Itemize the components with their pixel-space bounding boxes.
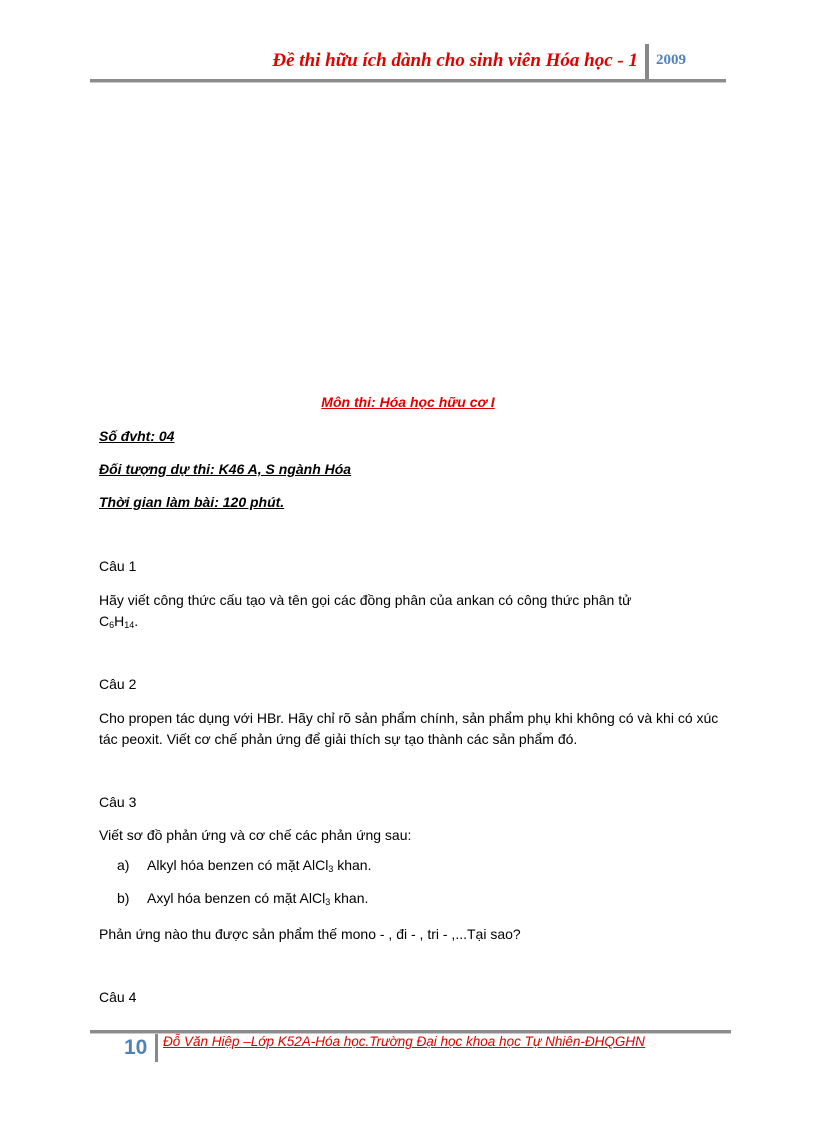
footer-separator — [155, 1034, 158, 1062]
question-3-title: Câu 3 — [99, 794, 137, 810]
question-3-item-b: b) Axyl hóa benzen có mặt AlCl$_3$ khan. — [117, 890, 369, 907]
question-1-title: Câu 1 — [99, 558, 137, 574]
question-3-intro: Viết sơ đồ phản ứng và cơ chế các phản ứng sau: — [99, 827, 412, 843]
footer-text: Đỗ Văn Hiệp –Lớp K52A-Hóa học.Trường Đại học khoa học Tự Nhiên-ĐHQGHN — [163, 1034, 645, 1049]
header-separator — [645, 44, 649, 82]
header-title: Đề thi hữu ích dành cho sinh viên Hóa học - 1 — [272, 50, 638, 71]
header-rule — [90, 79, 726, 83]
exam-credits: Số đvht: 04 — [99, 428, 175, 444]
question-2-text: Cho propen tác dụng với HBr. Hãy chỉ rõ sản phẩm chính, sản phẩm phụ khi không có và khi có xúc tác peoxit. Viết cơ chế phản ứng để giải thích sự tạo thành các sản phẩm đó. — [99, 710, 719, 747]
question-1-text — [99, 590, 719, 632]
page-number: 10 — [124, 1036, 148, 1059]
exam-subject: Môn thi: Hóa học hữu cơ I — [321, 394, 495, 410]
question-3-outro: Phản ứng nào thu được sản phẩm thế mono - , đi - , tri - ,...Tại sao? — [99, 926, 521, 942]
header-year: 2009 — [656, 52, 686, 68]
question-1-formula: $C_6H_{14}$. — [99, 613, 139, 630]
exam-duration: Thời gian làm bài: 120 phút. — [99, 494, 285, 510]
question-1-body: Hãy viết công thức cấu tạo và tên gọi các đồng phân của ankan có công thức phân tử — [99, 592, 632, 608]
question-2-title: Câu 2 — [99, 676, 137, 692]
question-4-title: Câu 4 — [99, 989, 137, 1005]
question-3-item-a: a) Alkyl hóa benzen có mặt AlCl$_3$ khan. — [117, 857, 372, 874]
exam-target: Đối tượng dự thi: K46 A, S ngành Hóa — [99, 461, 352, 477]
